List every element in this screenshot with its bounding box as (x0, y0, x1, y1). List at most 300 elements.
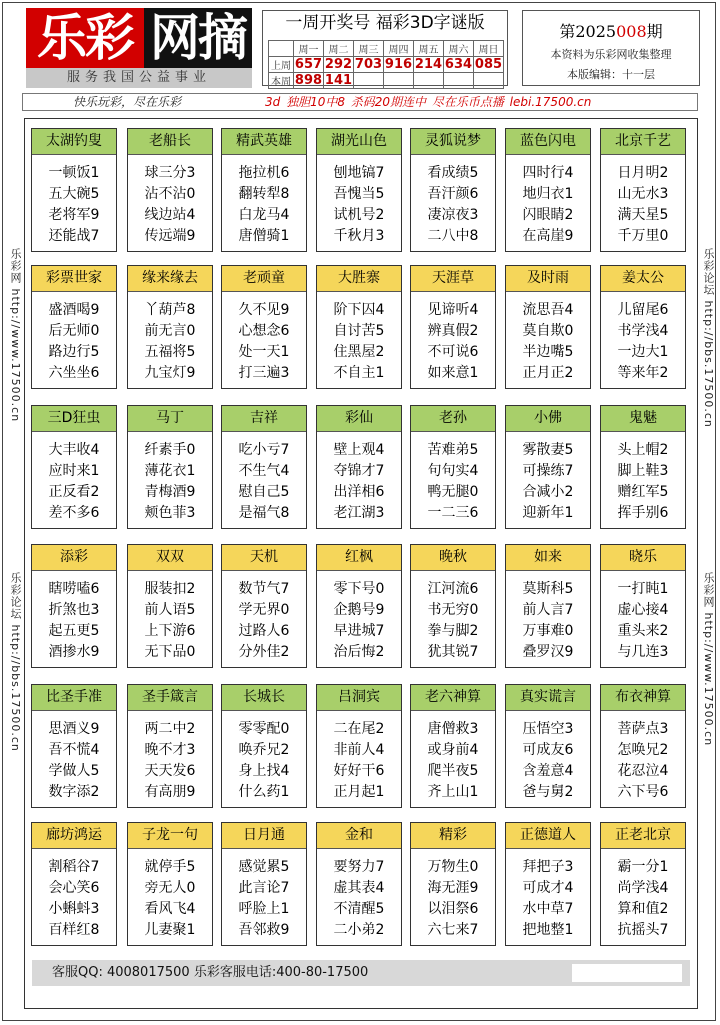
riddle-line: 早进城7 (333, 623, 385, 639)
riddle-line: 六七来7 (427, 922, 479, 938)
riddle-line: 会心笑6 (48, 880, 100, 896)
riddle-line: 怎唤兄2 (617, 742, 669, 758)
draw-number (354, 73, 384, 89)
riddle-card (410, 684, 496, 808)
card-riddle-lines (411, 711, 495, 803)
riddle-line: 千万里0 (617, 228, 669, 244)
card-riddle-lines (506, 432, 590, 524)
card-author-title: 老船长 (128, 129, 212, 155)
riddle-line: 还能战7 (48, 228, 100, 244)
riddle-card (127, 544, 213, 668)
riddle-card (31, 265, 117, 389)
card-author-title: 长城长 (222, 685, 306, 711)
riddle-card (316, 405, 402, 529)
riddle-line: 唤乔兄2 (238, 742, 290, 758)
riddle-line: 流思吾4 (522, 302, 574, 318)
riddle-line: 二小弟2 (333, 922, 385, 938)
riddle-line: 地归衣1 (522, 186, 574, 202)
card-author-title: 老顽童 (222, 266, 306, 292)
riddle-line: 赠红军5 (617, 484, 669, 500)
riddle-card (316, 684, 402, 808)
riddle-line: 花忍泣4 (617, 763, 669, 779)
riddle-line: 五福将5 (144, 344, 196, 360)
riddle-line: 合减小2 (522, 484, 574, 500)
side-text-right-top: 乐彩论坛 http://bbs.17500.cn (702, 248, 715, 428)
riddle-card (410, 265, 496, 389)
riddle-line: 虚其表4 (333, 880, 385, 896)
card-riddle-lines (128, 292, 212, 384)
riddle-line: 丫葫芦8 (144, 302, 196, 318)
riddle-card (31, 128, 117, 252)
riddle-card (316, 544, 402, 668)
card-author-title: 大胜寨 (317, 266, 401, 292)
draw-number: 703 (354, 57, 383, 72)
card-author-title: 吕洞宾 (317, 685, 401, 711)
riddle-card (31, 544, 117, 668)
riddle-line: 半边嘴5 (522, 344, 574, 360)
riddle-line: 见谛听4 (427, 302, 479, 318)
day-header: 周日 (474, 41, 504, 57)
riddle-line: 吾邻救9 (238, 922, 290, 938)
riddle-line: 薄花衣1 (144, 463, 196, 479)
riddle-line: 四时行4 (522, 165, 574, 181)
riddle-line: 学做人5 (48, 763, 100, 779)
riddle-line: 儿留尾6 (617, 302, 669, 318)
riddle-line: 打三遍3 (238, 365, 290, 381)
riddle-line: 前无言0 (144, 323, 196, 339)
riddle-line: 非前人4 (333, 742, 385, 758)
riddle-card (31, 684, 117, 808)
riddle-card (600, 128, 686, 252)
riddle-line: 沾不沾0 (144, 186, 196, 202)
riddle-line: 差不多6 (48, 505, 100, 521)
riddle-line: 书无穷0 (427, 602, 479, 618)
card-author-title: 鬼魅 (601, 406, 685, 432)
riddle-card (505, 265, 591, 389)
card-author-title: 晓乐 (601, 545, 685, 571)
riddle-line: 一边大1 (617, 344, 669, 360)
riddle-card (221, 822, 307, 946)
riddle-line: 如来意1 (427, 365, 479, 381)
card-author-title: 太湖钓叟 (32, 129, 116, 155)
card-riddle-lines (32, 571, 116, 663)
riddle-card (600, 544, 686, 668)
riddle-line: 是福气8 (238, 505, 290, 521)
card-riddle-lines (506, 711, 590, 803)
card-riddle-lines (411, 155, 495, 247)
riddle-line: 抗摇头7 (617, 922, 669, 938)
riddle-line: 含羞意4 (522, 763, 574, 779)
this-week-row (269, 73, 504, 89)
riddle-line: 吾愧当5 (333, 186, 385, 202)
riddle-line: 后无师0 (48, 323, 100, 339)
card-riddle-lines (411, 571, 495, 663)
riddle-line: 二在尾2 (333, 721, 385, 737)
card-author-title: 真实谎言 (506, 685, 590, 711)
riddle-line: 晚不才3 (144, 742, 196, 758)
riddle-line: 挥手别6 (617, 505, 669, 521)
riddle-line: 拜把子3 (522, 859, 574, 875)
riddle-line: 盛酒喝9 (48, 302, 100, 318)
riddle-card (221, 128, 307, 252)
draw-number (414, 73, 444, 89)
card-author-title: 双双 (128, 545, 212, 571)
card-author-title: 晚秋 (411, 545, 495, 571)
riddle-card (127, 128, 213, 252)
riddle-line: 与几连3 (617, 644, 669, 660)
riddle-line: 正反看2 (48, 484, 100, 500)
card-riddle-lines (222, 849, 306, 941)
ad-promo-link[interactable]: 3d 独胆10中8 杀码20期连中 尽在乐币点播 lebi.17500.cn (265, 95, 592, 109)
riddle-card (505, 822, 591, 946)
riddle-line: 雾散妻5 (522, 442, 574, 458)
riddle-line: 齐上山1 (427, 784, 479, 800)
riddle-line: 江河流6 (427, 581, 479, 597)
day-header: 周四 (384, 41, 414, 57)
riddle-card (505, 684, 591, 808)
riddle-line: 折煞也3 (48, 602, 100, 618)
riddle-line: 六下号6 (617, 784, 669, 800)
riddle-line: 算和值2 (617, 901, 669, 917)
riddle-line: 出洋相6 (333, 484, 385, 500)
card-riddle-lines (601, 155, 685, 247)
riddle-line: 唐僧骑1 (238, 228, 290, 244)
riddle-line: 零零配0 (238, 721, 290, 737)
card-author-title: 天机 (222, 545, 306, 571)
draw-number: 634 (444, 57, 473, 72)
riddle-line: 书学浅4 (617, 323, 669, 339)
day-header: 周二 (324, 41, 354, 57)
side-text-left-bottom: 乐彩论坛 http://bbs.17500.cn (9, 572, 22, 752)
riddle-line: 球三分3 (144, 165, 196, 181)
footer-blank-box (572, 964, 682, 982)
riddle-line: 企鹅号9 (333, 602, 385, 618)
card-author-title: 三D狂虫 (32, 406, 116, 432)
riddle-line: 感觉累5 (238, 859, 290, 875)
card-author-title: 精彩 (411, 823, 495, 849)
riddle-line: 大丰收4 (48, 442, 100, 458)
card-riddle-lines (128, 155, 212, 247)
card-author-title: 圣手箴言 (128, 685, 212, 711)
draw-results-table (268, 40, 504, 89)
riddle-line: 爬半夜5 (427, 763, 479, 779)
card-author-title: 小佛 (506, 406, 590, 432)
card-author-title: 廊坊鸿运 (32, 823, 116, 849)
riddle-line: 上下游6 (144, 623, 196, 639)
card-riddle-lines (32, 849, 116, 941)
riddle-card (127, 822, 213, 946)
issue-prefix: 第2025 (559, 22, 617, 41)
riddle-line: 治后悔2 (333, 644, 385, 660)
draw-number (474, 73, 504, 89)
riddle-line: 可操练7 (522, 463, 574, 479)
card-riddle-lines (506, 849, 590, 941)
riddle-card (410, 544, 496, 668)
riddle-line: 千秋月3 (333, 228, 385, 244)
riddle-line: 数字添2 (48, 784, 100, 800)
riddle-line: 二八中8 (427, 228, 479, 244)
riddle-card (505, 128, 591, 252)
card-riddle-lines (317, 155, 401, 247)
card-riddle-lines (32, 432, 116, 524)
riddle-line: 可成友6 (522, 742, 574, 758)
riddle-line: 学无界0 (238, 602, 290, 618)
riddle-line: 拖拉机6 (238, 165, 290, 181)
riddle-line: 不清醒5 (333, 901, 385, 917)
card-author-title: 如来 (506, 545, 590, 571)
riddle-card (410, 128, 496, 252)
riddle-line: 试机号2 (333, 207, 385, 223)
riddle-card (505, 405, 591, 529)
riddle-line: 思酒义9 (48, 721, 100, 737)
riddle-line: 过路人6 (238, 623, 290, 639)
slogan: 服务我国公益事业 (26, 68, 252, 88)
riddle-line: 海无涯9 (427, 880, 479, 896)
riddle-line: 老将军9 (48, 207, 100, 223)
logo-lecai: 乐彩 (26, 8, 144, 68)
riddle-card (316, 265, 402, 389)
card-riddle-lines (222, 155, 306, 247)
riddle-line: 瞎唠嗑6 (48, 581, 100, 597)
riddle-card (410, 822, 496, 946)
draw-corner-cell (269, 41, 294, 57)
riddle-line: 要努力7 (333, 859, 385, 875)
riddle-line: 阶下囚4 (333, 302, 385, 318)
riddle-line: 满天星5 (617, 207, 669, 223)
riddle-line: 青梅酒9 (144, 484, 196, 500)
issue-number: 008 (616, 22, 647, 41)
riddle-card (410, 405, 496, 529)
issue-suffix: 期 (646, 22, 663, 41)
riddle-line: 虚心接4 (617, 602, 669, 618)
card-author-title: 日月通 (222, 823, 306, 849)
card-riddle-lines (128, 571, 212, 663)
footer-bar (32, 960, 690, 986)
riddle-line: 好好干6 (333, 763, 385, 779)
card-author-title: 正老北京 (601, 823, 685, 849)
draw-number: 898 (294, 73, 323, 88)
riddle-line: 酒掺水9 (48, 644, 100, 660)
card-riddle-lines (601, 292, 685, 384)
card-riddle-lines (317, 292, 401, 384)
riddle-line: 万事难0 (522, 623, 574, 639)
riddle-line: 两二中2 (144, 721, 196, 737)
card-riddle-lines (506, 571, 590, 663)
riddle-card (316, 822, 402, 946)
card-riddle-lines (317, 711, 401, 803)
card-author-title: 精武英雄 (222, 129, 306, 155)
riddle-card (600, 684, 686, 808)
riddle-line: 或身前4 (427, 742, 479, 758)
last-week-label: 上周 (269, 57, 294, 73)
card-author-title: 湖光山色 (317, 129, 401, 155)
riddle-line: 小蝌蚪3 (48, 901, 100, 917)
riddle-line: 辨真假2 (427, 323, 479, 339)
riddle-card (31, 405, 117, 529)
source-note: 本资料为乐彩网收集整理 (550, 48, 672, 61)
riddle-line: 凄凉夜3 (427, 207, 479, 223)
riddle-line: 吾不慌4 (48, 742, 100, 758)
riddle-line: 迎新年1 (522, 505, 574, 521)
riddle-line: 正月正2 (522, 365, 574, 381)
riddle-line: 老江湖3 (333, 505, 385, 521)
riddle-line: 叠罗汉9 (522, 644, 574, 660)
card-author-title: 添彩 (32, 545, 116, 571)
riddle-card (221, 684, 307, 808)
riddle-line: 重头来2 (617, 623, 669, 639)
riddle-line: 分外佳2 (238, 644, 290, 660)
riddle-line: 不可说6 (427, 344, 479, 360)
riddle-line: 莫自欺0 (522, 323, 574, 339)
card-riddle-lines (128, 711, 212, 803)
ad-bar (22, 93, 698, 111)
riddle-line: 万物生0 (427, 859, 479, 875)
ad-slogan: 快乐玩彩，尽在乐彩 (73, 95, 182, 109)
card-riddle-lines (506, 155, 590, 247)
riddle-card (221, 544, 307, 668)
riddle-line: 路边行5 (48, 344, 100, 360)
card-riddle-lines (411, 292, 495, 384)
card-author-title: 子龙一句 (128, 823, 212, 849)
day-header: 周三 (354, 41, 384, 57)
riddle-card (31, 822, 117, 946)
card-riddle-lines (32, 711, 116, 803)
card-author-title: 姜太公 (601, 266, 685, 292)
card-riddle-lines (222, 571, 306, 663)
riddle-line: 呼脸上1 (238, 901, 290, 917)
card-riddle-lines (601, 571, 685, 663)
riddle-line: 犹其锐7 (427, 644, 479, 660)
draw-day-header-row (269, 41, 504, 57)
contact-info: 客服QQ: 4008017500 乐彩客服电话:400-80-17500 (52, 965, 369, 980)
riddle-line: 闪眼睛2 (522, 207, 574, 223)
card-author-title: 老孙 (411, 406, 495, 432)
editor-note: 本版编辑：十一层 (567, 68, 655, 81)
riddle-line: 此言论7 (238, 880, 290, 896)
riddle-line: 自讨苦5 (333, 323, 385, 339)
riddle-line: 一打盹1 (617, 581, 669, 597)
side-text-left-top: 乐彩网 http://www.17500.cn (9, 248, 22, 423)
riddle-line: 莫斯科5 (522, 581, 574, 597)
riddle-line: 百样红8 (48, 922, 100, 938)
riddle-line: 鸭无腿0 (427, 484, 479, 500)
card-author-title: 金和 (317, 823, 401, 849)
riddle-line: 纤素手0 (144, 442, 196, 458)
riddle-line: 服装扣2 (144, 581, 196, 597)
riddle-line: 线边站4 (144, 207, 196, 223)
riddle-line: 头上帽2 (617, 442, 669, 458)
card-author-title: 马丁 (128, 406, 212, 432)
riddle-line: 起五更5 (48, 623, 100, 639)
riddle-line: 前人语5 (144, 602, 196, 618)
riddle-line: 一顿饭1 (48, 165, 100, 181)
riddle-line: 水中草7 (522, 901, 574, 917)
card-riddle-lines (32, 155, 116, 247)
card-riddle-lines (32, 292, 116, 384)
card-riddle-lines (317, 849, 401, 941)
riddle-line: 一二三6 (427, 505, 479, 521)
riddle-line: 零下号0 (333, 581, 385, 597)
riddle-line: 拳与脚2 (427, 623, 479, 639)
riddle-line: 唐僧救3 (427, 721, 479, 737)
riddle-card (127, 405, 213, 529)
card-riddle-lines (411, 849, 495, 941)
riddle-line: 旁无人0 (144, 880, 196, 896)
day-header: 周六 (444, 41, 474, 57)
riddle-line: 以泪祭6 (427, 901, 479, 917)
riddle-line: 心想念6 (238, 323, 290, 339)
card-author-title: 彩票世家 (32, 266, 116, 292)
draw-number: 214 (414, 57, 443, 72)
card-riddle-lines (222, 292, 306, 384)
riddle-line: 壁上观4 (333, 442, 385, 458)
card-author-title: 正德道人 (506, 823, 590, 849)
riddle-line: 六坐坐6 (48, 365, 100, 381)
card-riddle-lines (317, 571, 401, 663)
riddle-line: 霸一分1 (617, 859, 669, 875)
draw-number: 657 (294, 57, 323, 72)
card-riddle-lines (601, 432, 685, 524)
draw-number: 292 (324, 57, 353, 72)
card-author-title: 红枫 (317, 545, 401, 571)
draw-number (384, 73, 414, 89)
card-riddle-lines (128, 849, 212, 941)
riddle-line: 在高崖9 (522, 228, 574, 244)
riddle-line: 五大碗5 (48, 186, 100, 202)
day-header: 周一 (294, 41, 324, 57)
draw-number: 916 (384, 57, 413, 72)
riddle-line: 把地整1 (522, 922, 574, 938)
card-riddle-lines (222, 711, 306, 803)
issue-number-line (523, 19, 699, 42)
riddle-line: 前人言7 (522, 602, 574, 618)
logo-wangzhai: 网摘 (144, 8, 252, 68)
card-riddle-lines (222, 432, 306, 524)
card-author-title: 布衣神算 (601, 685, 685, 711)
card-author-title: 老六神算 (411, 685, 495, 711)
riddle-line: 尚学浅4 (617, 880, 669, 896)
riddle-line: 刨地镐7 (333, 165, 385, 181)
riddle-line: 夺锦才7 (333, 463, 385, 479)
card-author-title: 蓝色闪电 (506, 129, 590, 155)
riddle-line: 翻转犁8 (238, 186, 290, 202)
riddle-line: 天天发6 (144, 763, 196, 779)
riddle-line: 可成才4 (522, 880, 574, 896)
card-author-title: 灵狐说梦 (411, 129, 495, 155)
riddle-line: 九宝灯9 (144, 365, 196, 381)
draw-title: 一周开奖号 福彩3D字谜版 (285, 13, 485, 33)
draw-number: 085 (474, 57, 503, 72)
riddle-line: 白龙马4 (238, 207, 290, 223)
riddle-line: 不生气4 (238, 463, 290, 479)
side-text-right-bottom: 乐彩网 http://www.17500.cn (702, 572, 715, 747)
riddle-card (221, 265, 307, 389)
riddle-line: 身上找4 (238, 763, 290, 779)
card-author-title: 彩仙 (317, 406, 401, 432)
riddle-line: 山无水3 (617, 186, 669, 202)
riddle-line: 正月起1 (333, 784, 385, 800)
riddle-line: 割稻谷7 (48, 859, 100, 875)
riddle-line: 日月明2 (617, 165, 669, 181)
riddle-card (600, 265, 686, 389)
card-riddle-lines (317, 432, 401, 524)
last-week-row (269, 57, 504, 73)
riddle-card (221, 405, 307, 529)
riddle-line: 儿妻聚1 (144, 922, 196, 938)
riddle-line: 无下品0 (144, 644, 196, 660)
riddle-line: 住黑屋2 (333, 344, 385, 360)
riddle-line: 不自主1 (333, 365, 385, 381)
